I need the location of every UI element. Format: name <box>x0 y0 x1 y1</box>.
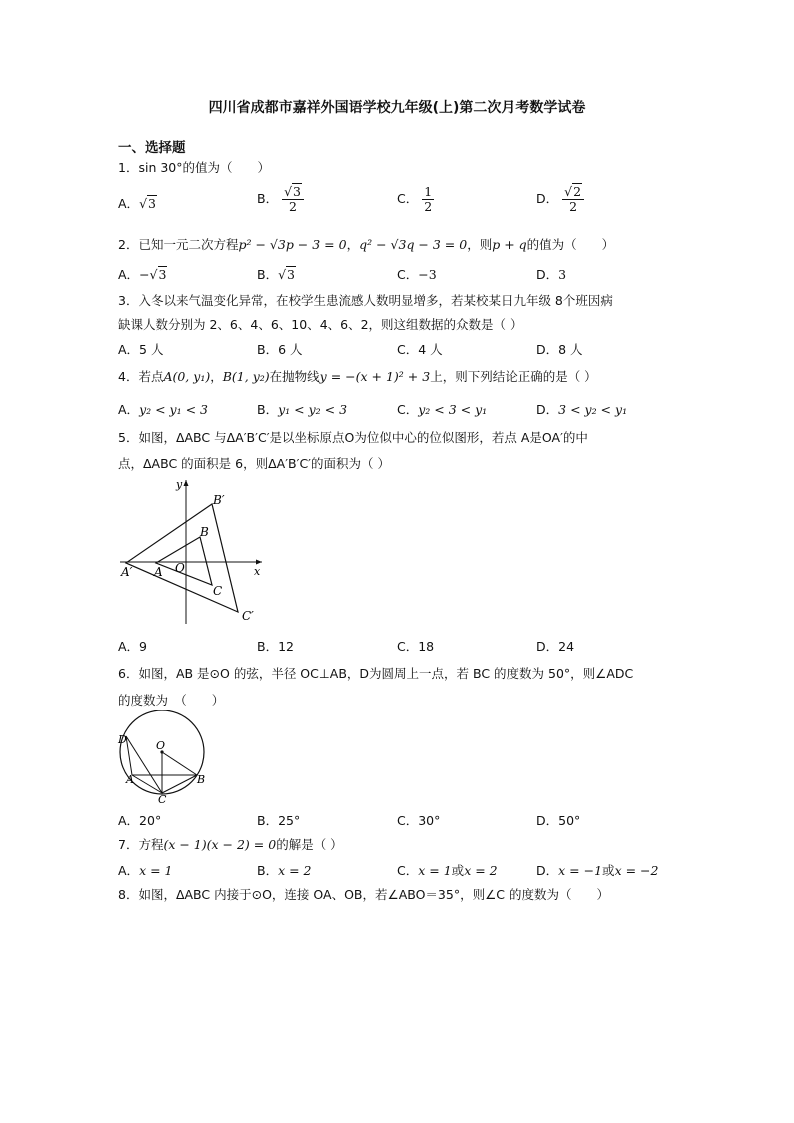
label-c: C <box>213 584 223 598</box>
question-2-stem: 2．已知一元二次方程p² − √3p − 3 = 0，q² − √3q − 3 = 0，则p + q的值为（ ） <box>118 237 615 252</box>
option-2a[interactable]: A．−√3 <box>118 267 167 282</box>
question-6-line1: 6．如图，AB 是⊙O 的弦，半径 OC⊥AB，D为圆周上一点，若 BC 的度数为 50°，则∠ADC <box>118 666 634 681</box>
label-b: B <box>200 525 209 539</box>
option-2c[interactable]: C．−3 <box>397 267 437 282</box>
option-2d[interactable]: D．3 <box>536 267 567 282</box>
question-7-stem: 7．方程(x − 1)(x − 2) = 0的解是（ ） <box>118 837 343 852</box>
option-3c[interactable]: C．4 人 <box>397 342 443 357</box>
option-3b[interactable]: B．6 人 <box>257 342 303 357</box>
page-title: 四川省成都市嘉祥外国语学校九年级(上)第二次月考数学试卷 <box>208 100 586 116</box>
label-c: C <box>158 793 167 804</box>
option-7c[interactable]: C．x = 1或x = 2 <box>397 863 498 878</box>
label-o: O <box>175 561 185 575</box>
question-6-line2: 的度数为 （ ） <box>118 693 225 708</box>
question-8-stem: 8．如图，ΔABC 内接于⊙O，连接 OA、OB，若∠ABO＝35°，则∠C 的度数为（ ） <box>118 887 609 902</box>
question-5-line1: 5．如图，ΔABC 与ΔA′B′C′是以坐标原点O为位似中心的位似图形，若点 A是OA′的中 <box>118 430 588 445</box>
question-3-line2: 缺课人数分别为 2、6、4、6、10、4、6、2，则这组数据的众数是（ ） <box>118 317 523 332</box>
label-x: x <box>254 565 261 578</box>
option-6d[interactable]: D．50° <box>536 813 581 828</box>
segment-ac <box>132 775 162 793</box>
label-c-prime: C′ <box>242 609 254 623</box>
option-7a[interactable]: A．x = 1 <box>118 863 173 878</box>
y-axis-arrow-icon <box>184 480 189 486</box>
question-3-line1: 3．入冬以来气温变化异常，在校学生患流感人数明显增多，若某校某日九年级 8个班因病 <box>118 293 613 308</box>
option-5a[interactable]: A．9 <box>118 639 148 654</box>
option-4b[interactable]: B．y₁ < y₂ < 3 <box>257 402 348 417</box>
option-4c[interactable]: C．y₂ < 3 < y₁ <box>397 402 488 417</box>
option-1b[interactable]: B． $\frac{√3}{2}$ <box>257 185 304 214</box>
sqrt-icon: √3 <box>139 196 156 211</box>
x-axis-arrow-icon <box>256 560 262 565</box>
label-o: O <box>156 739 166 752</box>
label-a: A <box>154 565 163 579</box>
section-heading: 一、选择题 <box>118 140 186 156</box>
option-1c[interactable]: C． $\frac{1}{2}$ <box>397 184 433 214</box>
label-a: A <box>126 773 134 786</box>
figure-similar-triangles <box>112 474 272 630</box>
option-4a[interactable]: A．y₂ < y₁ < 3 <box>118 402 209 417</box>
segment-ob <box>162 752 197 775</box>
figure-circle-chord <box>114 710 214 804</box>
option-2b[interactable]: B．√3 <box>257 267 295 282</box>
question-1-stem: 1．sin 30°的值为（ ） <box>118 160 270 175</box>
label-d: D <box>118 733 127 746</box>
option-1a[interactable]: A．√3 <box>118 196 156 211</box>
option-5b[interactable]: B．12 <box>257 639 294 654</box>
segment-da <box>126 736 132 775</box>
option-4d[interactable]: D．3 < y₂ < y₁ <box>536 402 628 417</box>
label-a-prime: A′ <box>121 565 133 579</box>
label-b: B <box>197 773 206 786</box>
option-5d[interactable]: D．24 <box>536 639 575 654</box>
option-6a[interactable]: A．20° <box>118 813 162 828</box>
option-7d[interactable]: D．x = −1或x = −2 <box>536 863 659 878</box>
option-3d[interactable]: D．8 人 <box>536 342 583 357</box>
option-3a[interactable]: A．5 人 <box>118 342 164 357</box>
option-1d[interactable]: D． $\frac{√2}{2}$ <box>536 185 584 214</box>
option-5c[interactable]: C．18 <box>397 639 435 654</box>
label-y: y <box>176 478 183 491</box>
option-6b[interactable]: B．25° <box>257 813 301 828</box>
option-6c[interactable]: C．30° <box>397 813 441 828</box>
question-5-line2: 点，ΔABC 的面积是 6，则ΔA′B′C′的面积为（ ） <box>118 456 390 471</box>
label-b-prime: B′ <box>213 493 225 507</box>
question-4-stem: 4．若点A(0, y₁)，B(1, y₂)在抛物线y = −(x + 1)² + 3上，则下列结论正确的是（ ） <box>118 369 597 384</box>
option-7b[interactable]: B．x = 2 <box>257 863 312 878</box>
